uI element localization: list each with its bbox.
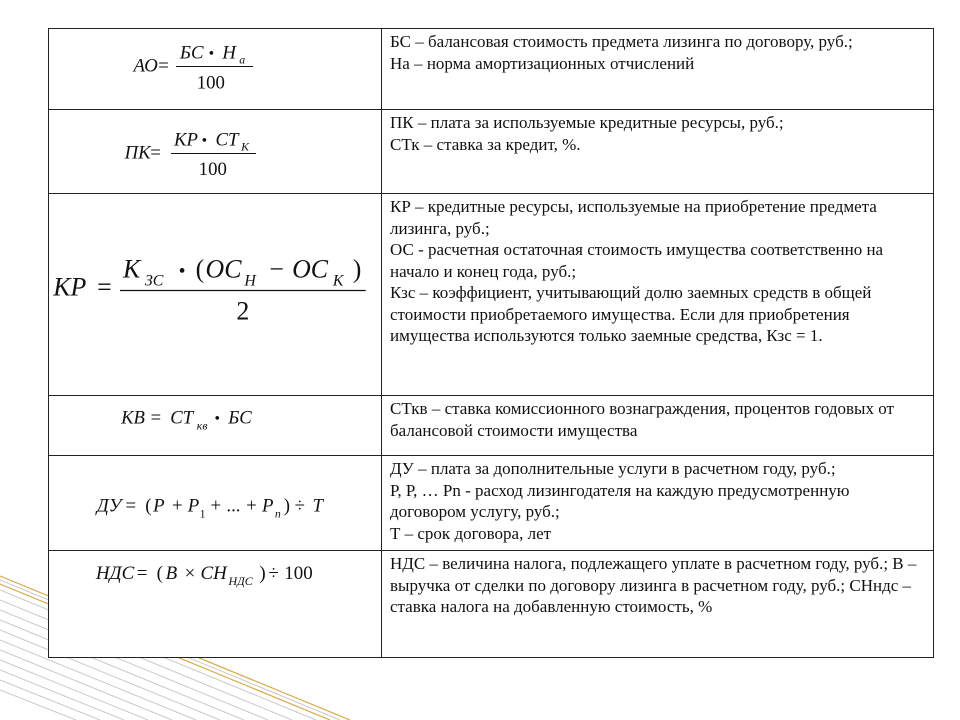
svg-text:Т: Т: [312, 495, 323, 517]
svg-text:СН: СН: [200, 563, 227, 585]
svg-text:КР: КР: [173, 129, 198, 151]
svg-text:=: =: [150, 407, 162, 429]
table-row: [49, 29, 933, 110]
formula-du: [49, 456, 381, 550]
leasing-formulas-table: [48, 28, 934, 658]
svg-text:СТ: СТ: [215, 129, 239, 151]
svg-text:К: К: [332, 272, 344, 290]
svg-text:АО: АО: [133, 55, 158, 77]
formula-cell: [49, 194, 382, 395]
svg-text:КР: КР: [53, 272, 87, 302]
svg-text:1: 1: [199, 506, 206, 521]
svg-text:Н: Н: [244, 272, 256, 290]
description: БС – балансовая стоимость предмета лизинга по договору, руб.; На – норма амортизационных отчислений: [390, 32, 853, 73]
svg-text:+: +: [171, 495, 183, 517]
svg-text:): ): [352, 254, 362, 284]
svg-text:=: =: [158, 55, 169, 77]
svg-text:n: n: [274, 506, 281, 521]
svg-text:В: В: [165, 563, 178, 585]
svg-text:+: +: [246, 495, 257, 517]
formula-cell: [49, 456, 382, 550]
formula-kv: [49, 396, 381, 455]
table-row: [49, 456, 933, 551]
svg-text:БС: БС: [179, 42, 204, 64]
svg-text:=: =: [97, 272, 112, 302]
description: НДС – величина налога, подлежащего уплате в расчетном году, руб.; В – выручка от сделки по договору лизинга в расчетном году, руб.; СНндс – ставка налога на добавленную стоимость, %: [390, 554, 917, 616]
svg-text:•: •: [208, 45, 215, 63]
svg-text:=: =: [150, 142, 161, 164]
svg-text:): ): [259, 563, 266, 585]
description: ДУ – плата за дополнительные услуги в расчетном году, руб.; Р, Р, … Рn - расход лизингодателя на каждую предусмотренную договором услугу, руб.; Т – срок договора, лет: [390, 459, 850, 543]
formula-cell: [49, 29, 382, 109]
svg-text:НДС: НДС: [95, 563, 135, 585]
svg-text:КВ: КВ: [121, 407, 145, 429]
svg-text:(: (: [195, 254, 205, 284]
svg-text:100: 100: [198, 159, 227, 181]
formula-cell: [49, 551, 382, 657]
description: СТкв – ставка комиссионного вознаграждения, процентов годовых от балансовой стоимости имущества: [390, 399, 894, 440]
svg-text:а: а: [239, 52, 246, 67]
table-row: [49, 396, 933, 456]
svg-text:•: •: [178, 260, 186, 283]
svg-text:НДС: НДС: [228, 574, 253, 589]
svg-text:): ): [283, 495, 291, 517]
svg-text:−: −: [269, 254, 284, 284]
svg-text:К: К: [241, 139, 250, 154]
table-row: [49, 551, 933, 657]
svg-text:БС: БС: [228, 407, 252, 429]
svg-text:÷: ÷: [268, 563, 279, 585]
table-row: [49, 194, 933, 396]
formula-cell: [49, 396, 382, 455]
description: ПК – плата за используемые кредитные ресурсы, руб.; СТк – ставка за кредит, %.: [390, 113, 784, 154]
svg-text:кв: кв: [196, 418, 208, 433]
svg-text:100: 100: [196, 72, 225, 94]
svg-text:Р: Р: [262, 495, 274, 517]
svg-text:Н: Н: [222, 42, 236, 64]
svg-text:×: ×: [184, 563, 196, 585]
svg-text:Р: Р: [153, 495, 165, 517]
svg-text:ОС: ОС: [292, 254, 329, 284]
svg-text:2: 2: [236, 296, 250, 326]
svg-text:100: 100: [284, 563, 313, 585]
svg-text:ОС: ОС: [205, 254, 242, 284]
svg-text:+: +: [210, 495, 222, 517]
svg-text:...: ...: [226, 495, 241, 517]
svg-text:•: •: [201, 132, 208, 150]
formula-pk: [49, 110, 381, 193]
formula-kr: [49, 194, 381, 395]
svg-text:СТ: СТ: [170, 407, 194, 429]
svg-text:=: =: [136, 563, 148, 585]
svg-text:ДУ: ДУ: [96, 495, 122, 517]
svg-text:=: =: [125, 495, 137, 517]
svg-text:Р: Р: [187, 495, 200, 517]
svg-text:÷: ÷: [294, 495, 305, 517]
svg-text:ПК: ПК: [124, 142, 151, 164]
svg-text:(: (: [156, 563, 163, 585]
svg-text:К: К: [122, 254, 141, 284]
formula-nds: [49, 551, 381, 657]
svg-text:(: (: [145, 495, 152, 517]
description: КР – кредитные ресурсы, используемые на приобретение предмета лизинга, руб.; ОС - расчетная остаточная стоимость имущества соответственно на начало и конец года, руб.; Кзс – коэффициент, учитывающий долю заемных средств в общей стоимости приобретаемого имущества. Если для приобретения имущества используются только заемные средства, Кзс = 1.: [390, 197, 884, 345]
svg-text:•: •: [214, 410, 221, 428]
formula-cell: [49, 110, 382, 193]
formula-ao: [49, 29, 381, 109]
table-row: [49, 110, 933, 194]
svg-text:ЗС: ЗС: [144, 272, 164, 290]
